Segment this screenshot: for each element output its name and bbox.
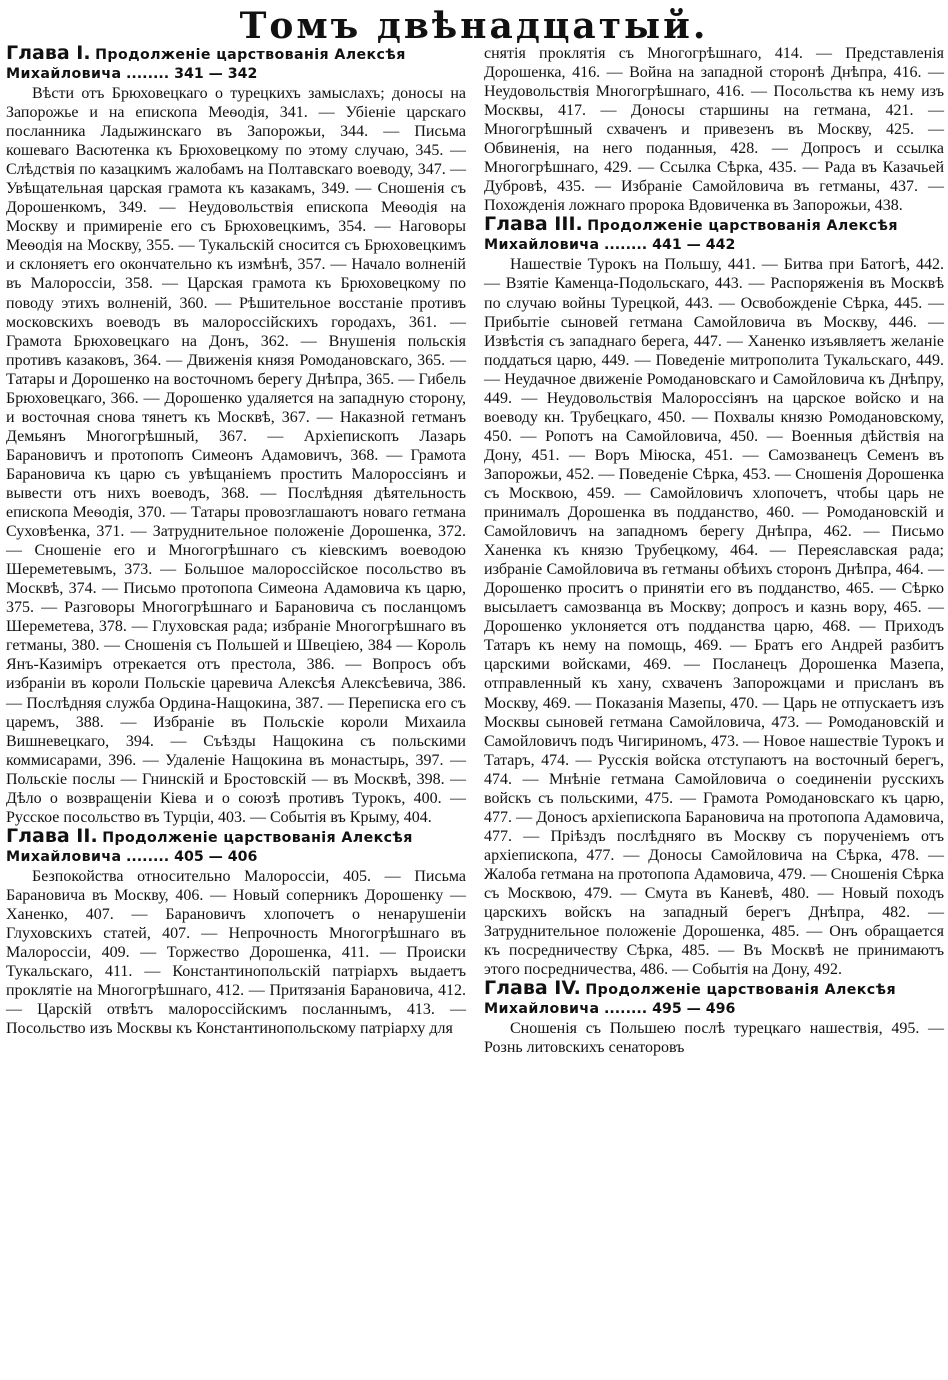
chapter-4-pages: ........ 495 — 496 [604,1001,736,1018]
chapter-1-heading [6,44,466,84]
chapter-4-number: Глава IV. [484,977,581,1000]
chapter-4-title: Продолженіе царствованія Алексѣя Михайловича [484,982,896,1018]
chapter-1-text: Вѣсти отъ Брюховецкаго о турецкихъ замыслахъ; доносы на Запорожье и на епископа Меѳодія, 341. — Убіеніе царскаго посланника Ладыжинскаго въ Запорожьи, 344. — Письма кошеваго Васютенка къ Брюховецкому по этому случаю, 345. — Слѣдствія по казацкимъ жалобамъ на Полтавскаго воеводу, 347. — Увѣщательная царская грамота къ казакамъ, 349. — Сношенія съ Дорошенкомъ, 349. — Неудовольствія епископа Меѳодія на Москву и примиреніе его съ Брюховецкимъ, 354. — Наговоры Меѳодія на Москву, 355. — Тукальскій сносится съ Брюховецкимъ и склоняетъ его окончательно къ измѣнѣ, 357. — Начало волненій въ Малороссіи, 358. — Царская грамота къ Брюховецкому по поводу этихъ волненій, 360. — Рѣшительное восстаніе противъ московскихъ воеводъ въ малороссійскихъ городахъ, 361. — Грамота Брюховецкаго на Донъ, 362. — Внушенія польскія противъ казаковъ, 364. — Движенія князя Ромодановскаго, 365. — Татары и Дорошенко на восточномъ берегу Днѣпра, 365. — Гибель Брюховецкаго, 366. — Дорошенко удаляется на западную сторону, и восточная снова тянетъ къ Москвѣ, 367. — Наказной гетманъ Демьянъ Многогрѣшный, 367. — Архіепископъ Лазарь Барановичъ и протопопъ Симеонъ Адамовичъ, 368. — Грамота Барановича къ царю съ увѣщаніемъ простить Малороссіянъ и вывести отъ нихъ воеводъ, 368. — Послѣдняя дѣятельность епископа Меѳодія, 370. — Татары провозглашаютъ новаго гетмана Суховѣенка, 371. — Затруднительное положеніе Дорошенка, 372. — Сношеніе его и Многогрѣшнаго съ кіевскимъ воеводою Шереметевымъ, 373. — Большое малороссійское посольство въ Москвѣ, 374. — Письмо протопопа Симеона Адамовича къ царю, 375. — Разговоры Многогрѣшнаго и Барановича съ посланцомъ Шереметева, 378. — Глуховская рада; избраніе Многогрѣшнаго въ гетманы, 380. — Сношенія съ Польшей и Швеціею, 384 — Король Янъ-Казиміръ отрекается отъ престола, 386. — Вопросъ объ избраніи въ короли Польскіе царевича Алексѣя Алексѣевича, 386. — Послѣдняя служба Ордина-Нащокина, 387. — Переписка его съ царемъ, 388. — Избраніе въ Польскіе короли Михаила Вишневецкаго, 394. — Съѣзды Нащокина съ польскими коммисарами, 396. — Удаленіе Нащокина въ монастырь, 397. — Польскіе послы — Гнинскій и Бростовскій — въ Москвѣ, 398. — Дѣло о возвращеніи Кіева и о союзѣ противъ Турокъ, 400. — Русское посольство въ Турціи, 403. — Событія въ Крыму, 404. [6,85,466,826]
chapter-2-heading [6,824,466,867]
chapter-2-number: Глава II. [6,824,98,847]
chapter-1-title: Продолженіе царствованія Алексѣя Михайловича [6,47,406,82]
chapter-2-text: Безпокойства относительно Малороссіи, 405. — Письма Барановича въ Москву, 406. — Новый соперникъ Дорошенку — Ханенко, 407. — Барановичъ хлопочетъ о ненарушеніи Глуховскихъ статей, 407. — Непрочность Многогрѣшнаго въ Малороссіи, 409. — Торжество Дорошенка, 411. — Происки Тукальскаго, 411. — Константинопольскій патріархъ выдаетъ проклятіе на Многогрѣшнаго, 412. — Притязанія Барановича, 412. — Царскій отвѣтъ малороссійскимъ посланнымъ, 413. — Посольство изъ Москвы къ Константинопольскому патріарху для [6,867,466,1038]
chapter-3-number: Глава III. [484,213,583,236]
right-column [484,44,944,1057]
chapter-3-title: Продолженіе царствованія Алексѣя Михайловича [484,218,898,254]
chapter-2-title: Продолженіе царствованія Алексѣя Михайловича [6,829,413,865]
chapter-2-text-continued: снятія проклятія съ Многогрѣшнаго, 414. — Представленія Дорошенка, 416. — Война на западной сторонѣ Днѣпра, 416. — Неудовольствія Многогрѣшнаго, 416. — Посольства къ нему изъ Москвы, 417. — Доносы старшины на гетмана, 421. — Многогрѣшный схваченъ и привезенъ въ Москву, 425. — Обвиненія, на него поданныя, 428. — Допросъ и ссылка Многогрѣшнаго, 429. — Ссылка Сѣрка, 435. — Рада въ Казачьей Дубровѣ, 435. — Избраніе Самойловича въ гетманы, 437. — Похожденія ложнаго пророка Вдовиченка въ Запорожьи, 438. [484,45,944,215]
chapter-1-pages: ........ 341 — 342 [126,66,258,82]
left-column [6,44,466,1038]
chapter-3-heading [484,215,944,255]
chapter-1-number: Глава I. [6,42,91,64]
chapter-3-pages: ........ 441 — 442 [604,237,736,254]
chapter-2-pages: ........ 405 — 406 [126,848,258,865]
chapter-4-text: Сношенія съ Польшею послѣ турецкаго нашествія, 495. — Рознь литовскихъ сенаторовъ [484,1020,944,1057]
chapter-3-text: Нашествіе Турокъ на Польшу, 441. — Битва при Батогѣ, 442. — Взятіе Каменца-Подольскаго, 443. — Распоряженія въ Москвѣ по случаю войны Турецкой, 443. — Освобожденіе Сѣрка, 445. — Прибытіе сыновей гетмана Самойловича въ Москву, 446. — Извѣстія съ западнаго берега, 447. — Ханенко изъявляетъ желаніе поддаться царю, 449. — Поведеніе митрополита Тукальскаго, 449. — Неудачное движеніе Ромодановскаго и Самойловича къ Днѣпру, 449. — Неудовольствія Малороссіянъ на царское войско и на воеводу кн. Трубецкаго, 450. — Похвалы князю Ромодановскому, 450. — Ропотъ на Самойловича, 450. — Военныя дѣйствія на Дону, 451. — Воръ Міюска, 451. — Самозванецъ Семенъ въ Запорожьи, 452. — Поведеніе Сѣрка, 453. — Сношенія Дорошенка съ Москвою, 459. — Самойловичъ хлопочетъ, чтобы царь не принималъ Дорошенка въ подданство, 460. — Ромодановскій и Самойловичъ на западномъ берегу Днѣпра, 462. — Письмо Ханенка къ князю Трубецкому, 464. — Переяславская рада; избраніе Самойловича въ гетманы обѣихъ сторонъ Днѣпра, 464. — Дорошенко проситъ о принятіи его въ подданство, 465. — Сѣрко высылаетъ самозванца въ Москву; допросъ и казнь вору, 465. — Дорошенко уклоняется отъ подданства царю, 468. — Приходъ Татаръ къ нему на помощь, 469. — Братъ его Андрей разбитъ царскими войсками, 469. — Посланецъ Дорошенка Мазепа, отправленный къ хану, схваченъ Запорожцами и присланъ въ Москву, 469. — Показанія Мазепы, 470. — Царь не отпускаетъ изъ Москвы сыновей гетмана Самойловича, 473. — Ромодановскій и Самойловичъ подъ Чигириномъ, 473. — Новое нашествіе Турокъ и Татаръ, 474. — Русскія войска отступаютъ на восточный берегъ, 474. — Мнѣніе гетмана Самойловича о соединеніи русскихъ войскъ съ польскими, 475. — Грамота Ромодановскаго къ царю, 477. — Доносъ архіепископа Барановича на протопопа Адамовича, 477. — Пріѣздъ послѣдняго въ Москву съ порученіемъ отъ архіепископа, 477. — Доносы Самойловича на Сѣрка, 478. — Жалоба гетмана на протопопа Адамовича, 479. — Сношенія Сѣрка съ Москвою, 479. — Смута въ Каневѣ, 480. — Новый походъ царскихъ войскъ на западный берегъ Днѣпра, 482. — Затруднительное положеніе Дорошенка, 485. — Онъ обращается къ посредничеству Сѣрка, 485. — Въ Москвѣ не принимаютъ этого посредничества, 486. — Событія на Дону, 492. [484,256,944,979]
volume-title: Томъ двѣнадцатый. [239,5,709,47]
chapter-4-heading [484,979,944,1019]
